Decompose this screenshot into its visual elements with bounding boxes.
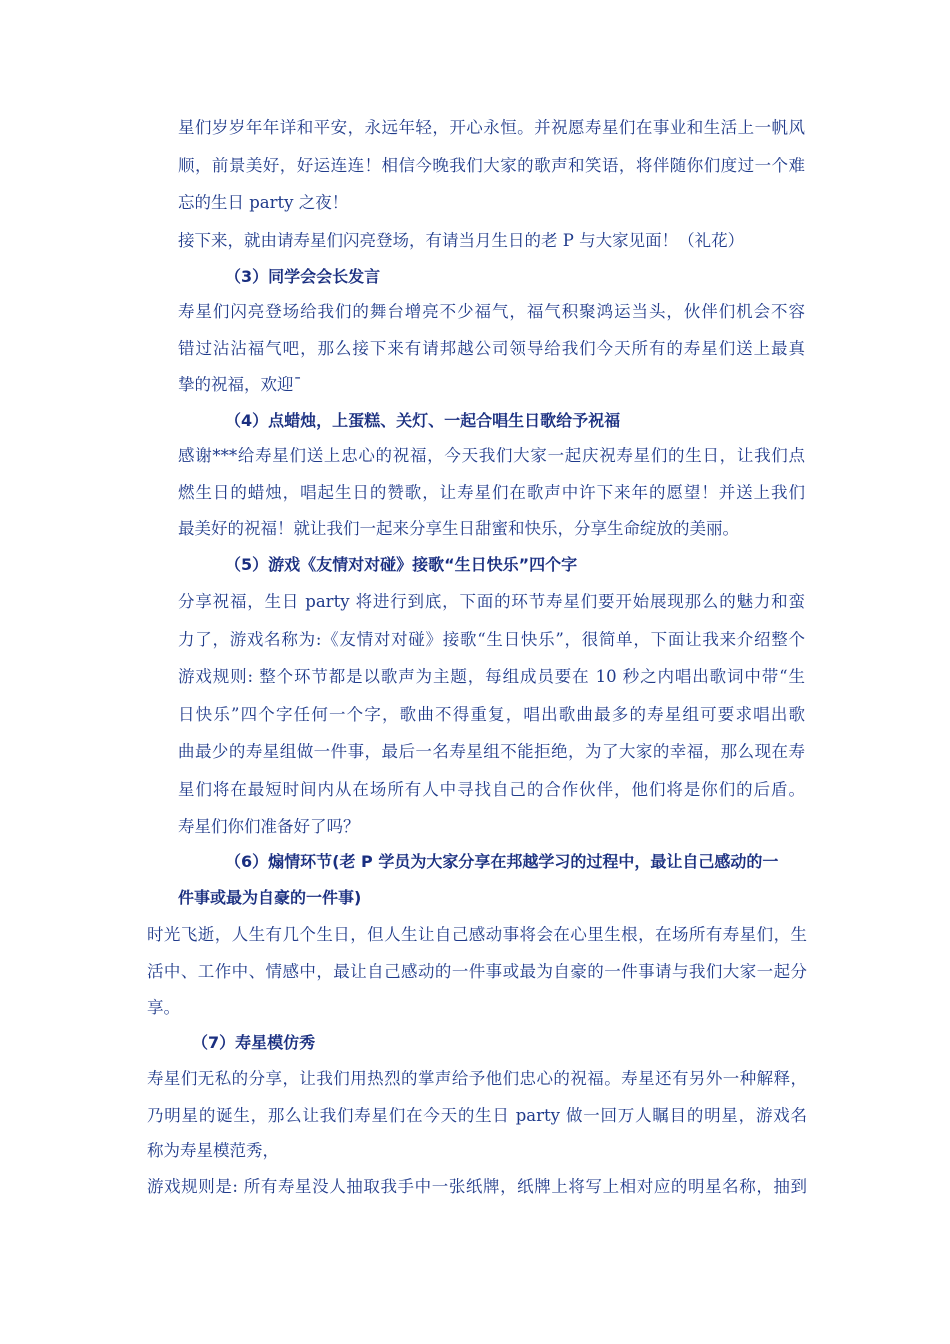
paragraph-line: 燃生日的蜡烛，唱起生日的赞歌，让寿星们在歌声中许下来年的愿望！并送上我们 [178,483,805,502]
paragraph-line: 寿星们闪亮登场给我们的舞台增亮不少福气，福气积聚鸿运当头，伙伴们机会不容 [178,302,805,321]
paragraph-line: 时光飞逝，人生有几个生日，但人生让自己感动事将会在心里生根，在场所有寿星们，生 [147,925,807,944]
paragraph-line: 接下来，就由请寿星们闪亮登场，有请当月生日的老 P 与大家见面！（礼花） [178,231,745,250]
section-heading: （7）寿星模仿秀 [192,1033,316,1052]
paragraph-line: 分享祝福，生日 party 将进行到底，下面的环节寿星们要开始展现那么的魅力和蛮 [178,592,805,611]
paragraph-line: 最美好的祝福！就让我们一起来分享生日甜蜜和快乐，分享生命绽放的美丽。 [178,519,739,538]
section-heading: （4）点蜡烛，上蛋糕、关灯、一起合唱生日歌给予祝福 [225,411,621,430]
section-heading: （3）同学会会长发言 [225,267,381,286]
paragraph-line: 忘的生日 party 之夜！ [178,193,349,212]
paragraph-line: 游戏规则是: 所有寿星没人抽取我手中一张纸牌，纸牌上将写上相对应的明星名称，抽到 [147,1177,807,1196]
paragraph-line: 挚的祝福，欢迎¯ [178,375,302,394]
paragraph-line: 乃明星的诞生，那么让我们寿星们在今天的生日 party 做一回万人瞩目的明星，游戏名 [147,1106,807,1125]
paragraph-line: 力了，游戏名称为:《友情对对碰》接歌“生日快乐”，很简单，下面让我来介绍整个 [178,630,805,649]
section-heading: 件事或最为自豪的一件事) [178,888,362,907]
paragraph-line: 称为寿星模范秀， [147,1141,279,1160]
paragraph-line: 活中、工作中、情感中，最让自己感动的一件事或最为自豪的一件事请与我们大家一起分 [147,962,807,981]
paragraph-line: 星们将在最短时间内从在场所有人中寻找自己的合作伙伴，他们将是你们的后盾。 [178,780,805,799]
paragraph-line: 日快乐”四个字任何一个字，歌曲不得重复，唱出歌曲最多的寿星组可要求唱出歌 [178,705,805,724]
paragraph-line: 感谢***给寿星们送上忠心的祝福，今天我们大家一起庆祝寿星们的生日，让我们点 [178,446,805,465]
paragraph-line: 曲最少的寿星组做一件事，最后一名寿星组不能拒绝，为了大家的幸福，那么现在寿 [178,742,805,761]
paragraph-line: 寿星们无私的分享，让我们用热烈的掌声给予他们忠心的祝福。寿星还有另外一种解释， [147,1069,807,1088]
section-heading: （6）煽情环节(老 P 学员为大家分享在邦越学习的过程中，最让自己感动的一 [225,852,779,871]
paragraph-line: 星们岁岁年年详和平安，永远年轻，开心永恒。并祝愿寿星们在事业和生活上一帆风 [178,118,805,137]
section-heading: （5）游戏《友情对对碰》接歌“生日快乐”四个字 [225,555,578,574]
paragraph-line: 游戏规则: 整个环节都是以歌声为主题，每组成员要在 10 秒之内唱出歌词中带“生 [178,667,805,686]
paragraph-line: 享。 [147,998,180,1017]
paragraph-line: 顺，前景美好，好运连连！相信今晚我们大家的歌声和笑语，将伴随你们度过一个难 [178,156,805,175]
paragraph-line: 寿星们你们准备好了吗？ [178,817,360,836]
paragraph-line: 错过沾沾福气吧，那么接下来有请邦越公司领导给我们今天所有的寿星们送上最真 [178,339,805,358]
